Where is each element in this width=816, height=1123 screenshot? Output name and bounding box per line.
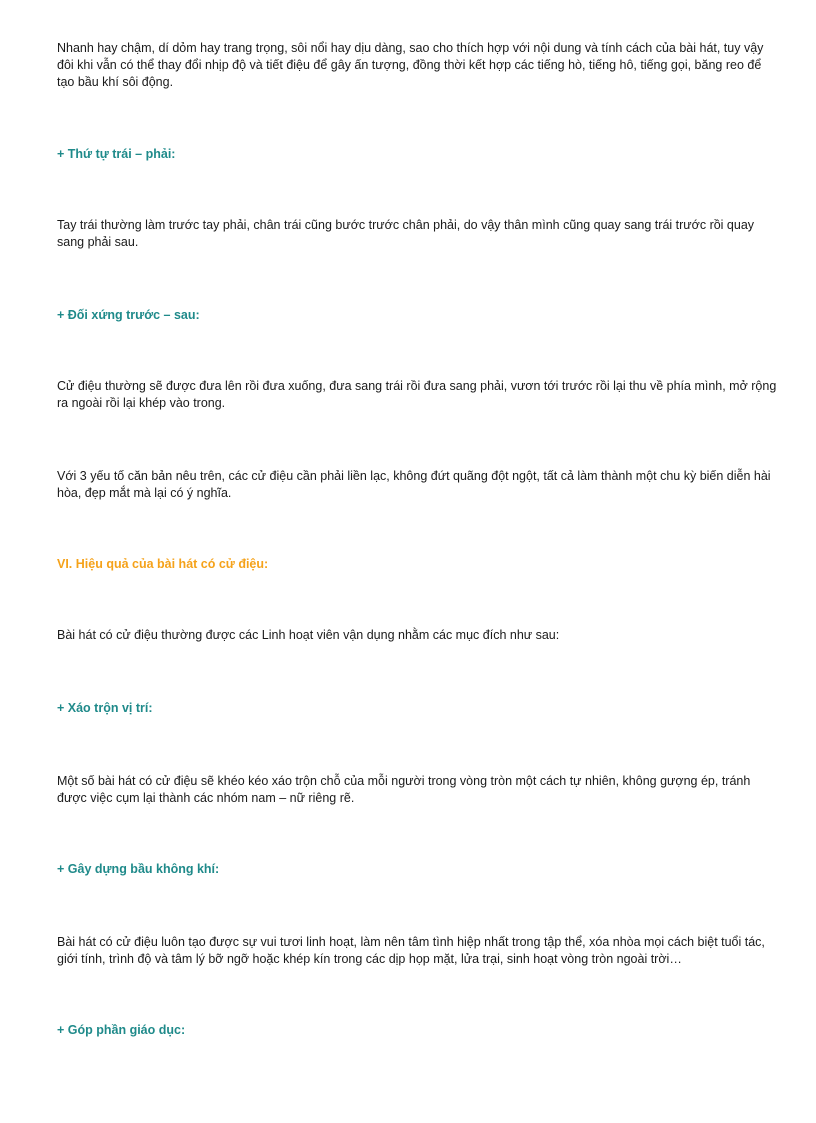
paragraph-atmosphere: Bài hát có cử điệu luôn tạo được sự vui tươi linh hoạt, làm nên tâm tình hiệp nhất trong tập thể, xóa nhòa mọi cách biệt tuổi tác, giới tính, trình độ và tâm lý bỡ ngỡ hoặc khép kín trong các dịp họp mặt, lửa trại, sinh hoạt vòng tròn ngoài trời… (57, 935, 765, 966)
heading-left-right: + Thứ tự trái – phải: (57, 147, 176, 161)
intro-paragraph: Nhanh hay chậm, dí dỏm hay trang trọng, sôi nổi hay dịu dàng, sao cho thích hợp với nội dung và tính cách của bài hát, tuy vậy đôi khi vẫn có thể thay đổi nhịp độ và tiết điệu để gây ấn tượng, đồng thời kết hợp các tiếng hò, tiếng hô, tiếng gọi, băng reo để tạo bầu khí sôi động. (57, 41, 764, 89)
heading-mix: + Xáo trộn vị trí: (57, 701, 153, 715)
paragraph-section-intro: Bài hát có cử điệu thường được các Linh hoạt viên vận dụng nhằm các mục đích như sau: (57, 628, 560, 642)
heading-atmosphere: + Gây dựng bầu không khí: (57, 862, 220, 876)
heading-symmetry: + Đối xứng trước – sau: (57, 308, 200, 322)
paragraph-left-right: Tay trái thường làm trước tay phải, chân trái cũng bước trước chân phải, do vậy thân mình cũng quay sang trái trước rồi quay sang phải sau. (57, 218, 755, 249)
paragraph-summary: Với 3 yếu tố căn bản nêu trên, các cử điệu cần phải liền lạc, không đứt quãng đột ngột, tất cả làm thành một chu kỳ biến diễn hài hòa, đẹp mắt mà lại có ý nghĩa. (57, 469, 771, 500)
paragraph-symmetry: Cử điệu thường sẽ được đưa lên rồi đưa xuống, đưa sang trái rồi đưa sang phải, vươn tới trước rồi lại thu về phía mình, mở rộng ra ngoài rồi lại khép vào trong. (57, 379, 777, 410)
paragraph-mix: Một số bài hát có cử điệu sẽ khéo kéo xáo trộn chỗ của mỗi người trong vòng tròn một cách tự nhiên, không gượng ép, tránh được việc cụm lại thành các nhóm nam – nữ riêng rẽ. (57, 774, 751, 805)
section-heading: VI. Hiệu quả của bài hát có cử điệu: (57, 557, 269, 571)
heading-education: + Góp phần giáo dục: (57, 1023, 186, 1037)
